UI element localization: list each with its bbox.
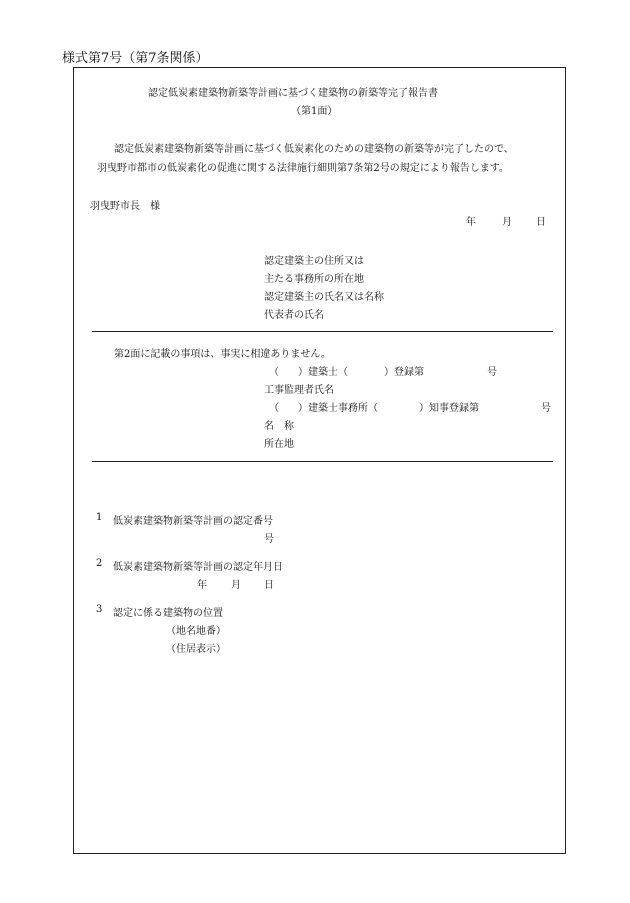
- item-1-suffix: 号: [264, 534, 274, 545]
- item-2-label: 低炭素建築物新築等計画の認定年月日: [113, 562, 283, 573]
- owner-name-label: 認定建築主の氏名又は名称: [264, 292, 384, 303]
- office-number-suffix: 号: [541, 403, 551, 414]
- item-2-day: 日: [264, 580, 274, 591]
- page-label: （第1面）: [291, 106, 338, 117]
- architect-class-open: （: [269, 367, 279, 378]
- intro-line-2: 羽曳野市都市の低炭素化の促進に関する法律施行細則第7条第2号の規定により報告します。: [97, 163, 509, 174]
- item-3-number: 3: [96, 604, 103, 615]
- office-name-label: 名 称: [264, 421, 294, 432]
- date-day: 日: [536, 217, 546, 228]
- office-class-close: ）建築士事務所（: [298, 403, 378, 414]
- owner-office-label: 主たる事務所の所在地: [264, 274, 364, 285]
- governor-registration-label: ）知事登録第: [419, 403, 479, 414]
- item-2-year: 年: [197, 580, 207, 591]
- item-2-month: 月: [231, 580, 241, 591]
- item-3-lot-label: （地名地番）: [166, 626, 226, 637]
- item-3-label: 認定に係る建築物の位置: [113, 608, 223, 619]
- form-code: 様式第7号（第7条関係）: [62, 51, 209, 66]
- divider-2: [92, 461, 553, 462]
- registration-close: ）登録第: [384, 367, 424, 378]
- office-location-label: 所在地: [264, 439, 294, 450]
- intro-line-1: 認定低炭素建築物新築等計画に基づく低炭素化のための建築物の新築等が完了したので、: [114, 144, 514, 155]
- architect-class-close: ）建築士（: [298, 367, 348, 378]
- addressee: 羽曳野市長 様: [90, 201, 160, 212]
- owner-rep-label: 代表者の氏名: [264, 310, 324, 321]
- item-1-label: 低炭素建築物新築等計画の認定番号: [113, 516, 273, 527]
- supervisor-name-label: 工事監理者氏名: [264, 385, 334, 396]
- date-year: 年: [466, 217, 476, 228]
- document-title: 認定低炭素建築物新築等計画に基づく建築物の新築等完了報告書: [148, 88, 438, 99]
- supervisor-statement: 第2面に記載の事項は、事実に相違ありません。: [114, 349, 331, 360]
- divider-1: [92, 331, 553, 332]
- date-month: 月: [502, 217, 512, 228]
- owner-address-label: 認定建築主の住所又は: [264, 256, 364, 267]
- item-2-number: 2: [96, 558, 103, 569]
- item-1-number: 1: [96, 512, 103, 523]
- item-3-residence-label: （住居表示）: [166, 644, 226, 655]
- office-class-open: （: [269, 403, 279, 414]
- registration-number-suffix: 号: [487, 367, 497, 378]
